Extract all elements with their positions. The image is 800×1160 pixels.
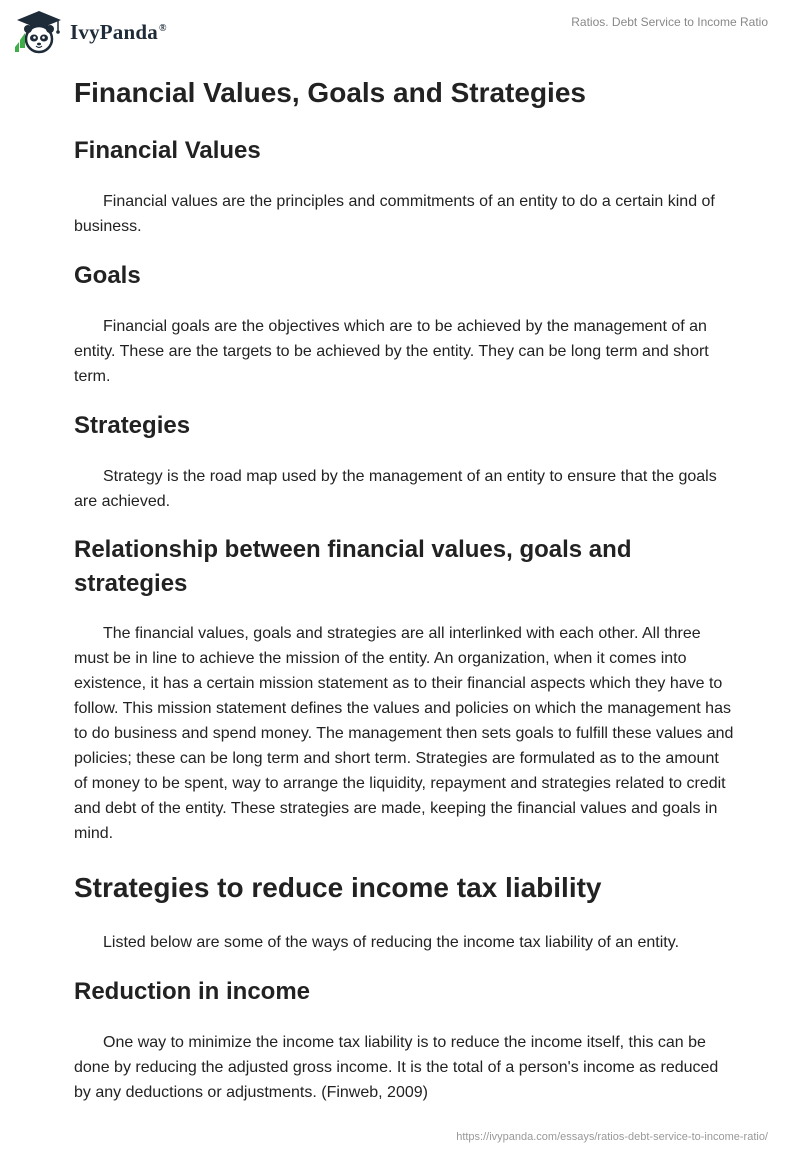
section-heading-reduction-income: Reduction in income bbox=[74, 978, 311, 1005]
paragraph-strategies: Strategy is the road map used by the management of an entity to ensure that the goals are achieved. bbox=[74, 468, 717, 510]
brand-logo[interactable] bbox=[14, 10, 167, 54]
trademark-symbol: ® bbox=[158, 22, 167, 34]
section-heading-goals: Goals bbox=[74, 262, 141, 289]
paragraph-relationship: The financial values, goals and strategies are all interlinked with each other. All three must be in line to achieve the mission of the entity. An organization, when it comes into existence, it has a certain mission statement as to their financial aspects which they have to follow. This mission statement defines the values and policies on which the management has to do business and spend money. The management then sets goals to fulfill these values and policies; these can be long term and short term. Strategies are formulated as to the amount of money to be spent, way to arrange the liquidity, repayment and strategies related to credit and debt of the entity. These strategies are made, keeping the financial values and goals in mind. bbox=[74, 625, 734, 842]
section-heading-financial-values: Financial Values bbox=[74, 137, 261, 164]
page-header bbox=[0, 0, 800, 60]
source-url[interactable]: https://ivypanda.com/essays/ratios-debt-service-to-income-ratio/ bbox=[456, 1131, 768, 1143]
article-title: Financial Values, Goals and Strategies bbox=[74, 77, 586, 108]
section-title-tax-liability: Strategies to reduce income tax liability bbox=[74, 872, 602, 903]
paragraph-reduction-income: One way to minimize the income tax liability is to reduce the income itself, this can be done by reducing the adjusted gross income. It is the total of a person's income as reduced by any deductions or adjustments. (Finweb, 2009) bbox=[74, 1034, 719, 1101]
document-title: Ratios. Debt Service to Income Ratio bbox=[571, 15, 768, 29]
section-heading-relationship: Relationship between financial values, goals and strategies bbox=[74, 536, 632, 597]
section-heading-strategies: Strategies bbox=[74, 412, 191, 439]
brand-name: IvyPanda® bbox=[70, 19, 167, 44]
paragraph-tax-intro: Listed below are some of the ways of reducing the income tax liability of an entity. bbox=[103, 934, 680, 951]
paragraph-goals: Financial goals are the objectives which are to be achieved by the management of an entity. These are the targets to be achieved by the entity. They can be long term and short term. bbox=[74, 318, 709, 385]
paragraph-financial-values: Financial values are the principles and commitments of an entity to do a certain kind of business. bbox=[74, 193, 715, 235]
panda-graduate-icon bbox=[14, 10, 64, 54]
article-body bbox=[74, 70, 734, 1105]
